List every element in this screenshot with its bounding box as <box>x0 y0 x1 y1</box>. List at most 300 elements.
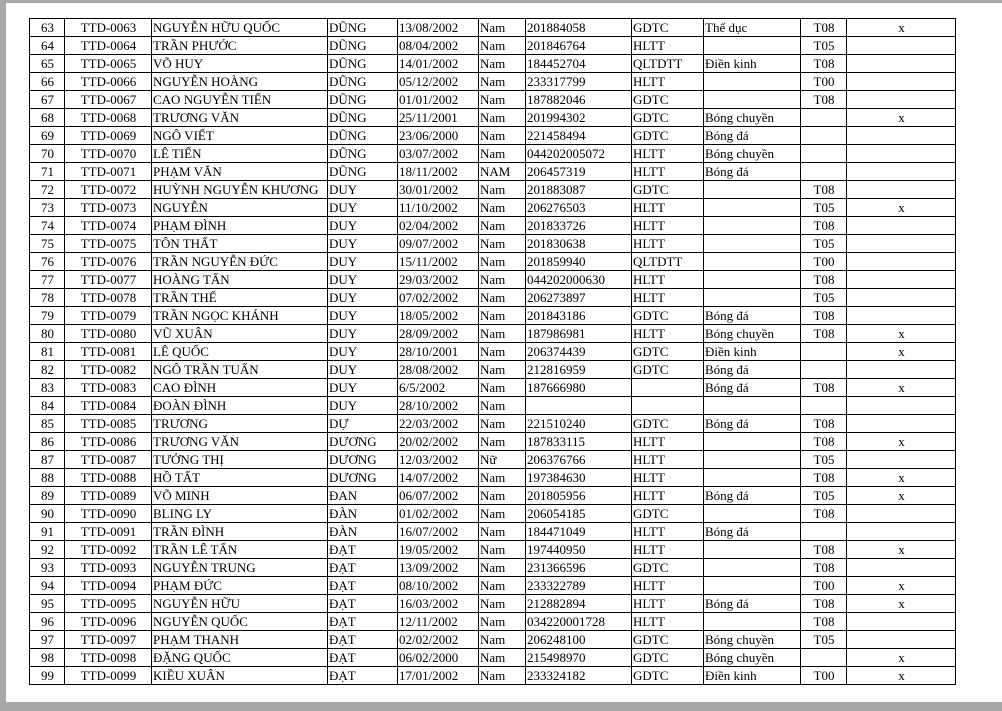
family-name-cell: NGUYỄN HỮU QUỐC <box>152 19 328 37</box>
group-code-cell: T05 <box>801 487 847 505</box>
sport-cell: Bóng đá <box>704 415 801 433</box>
row-number-cell: 69 <box>30 127 65 145</box>
family-name-cell: TRƯƠNG <box>152 415 328 433</box>
mark-cell <box>847 289 956 307</box>
given-name-cell: DƯƠNG <box>328 433 398 451</box>
birth-date-cell: 15/11/2002 <box>398 253 479 271</box>
major-cell: GDTC <box>632 505 704 523</box>
family-name-cell: NGUYỄN TRUNG <box>152 559 328 577</box>
id-number-cell: 187833115 <box>526 433 632 451</box>
mark-cell: x <box>847 109 956 127</box>
birth-date-cell: 16/07/2002 <box>398 523 479 541</box>
group-code-cell <box>801 127 847 145</box>
gender-cell: Nam <box>479 631 526 649</box>
birth-date-cell: 08/04/2002 <box>398 37 479 55</box>
table-row <box>30 145 956 163</box>
mark-cell <box>847 217 956 235</box>
student-code-cell: TTD-0099 <box>65 667 152 685</box>
row-number-cell: 66 <box>30 73 65 91</box>
id-number-cell: 201830638 <box>526 235 632 253</box>
sport-cell <box>704 505 801 523</box>
major-cell: GDTC <box>632 631 704 649</box>
id-number-cell: 206376766 <box>526 451 632 469</box>
major-cell: GDTC <box>632 127 704 145</box>
major-cell: HLTT <box>632 577 704 595</box>
family-name-cell: NGUYỄN <box>152 199 328 217</box>
student-code-cell: TTD-0097 <box>65 631 152 649</box>
family-name-cell: CAO NGUYỄN TIẾN <box>152 91 328 109</box>
student-code-cell: TTD-0095 <box>65 595 152 613</box>
sport-cell: Điền kinh <box>704 343 801 361</box>
given-name-cell: DƯƠNG <box>328 451 398 469</box>
mark-cell <box>847 451 956 469</box>
birth-date-cell: 6/5/2002 <box>398 379 479 397</box>
family-name-cell: NGÔ TRẦN TUẤN <box>152 361 328 379</box>
birth-date-cell: 30/01/2002 <box>398 181 479 199</box>
sport-cell <box>704 451 801 469</box>
birth-date-cell: 14/01/2002 <box>398 55 479 73</box>
id-number-cell: 233317799 <box>526 73 632 91</box>
table-row <box>30 253 956 271</box>
given-name-cell: ĐẠT <box>328 559 398 577</box>
group-code-cell: T08 <box>801 217 847 235</box>
major-cell: GDTC <box>632 415 704 433</box>
mark-cell: x <box>847 541 956 559</box>
id-number-cell: 201833726 <box>526 217 632 235</box>
sport-cell: Bóng chuyền <box>704 109 801 127</box>
birth-date-cell: 18/05/2002 <box>398 307 479 325</box>
group-code-cell: T08 <box>801 559 847 577</box>
major-cell: HLTT <box>632 289 704 307</box>
mark-cell <box>847 37 956 55</box>
mark-cell: x <box>847 19 956 37</box>
major-cell: HLTT <box>632 217 704 235</box>
major-cell: HLTT <box>632 541 704 559</box>
sport-cell <box>704 433 801 451</box>
student-code-cell: TTD-0069 <box>65 127 152 145</box>
given-name-cell: DUY <box>328 253 398 271</box>
row-number-cell: 65 <box>30 55 65 73</box>
sport-cell: Bóng đá <box>704 595 801 613</box>
major-cell: GDTC <box>632 559 704 577</box>
student-code-cell: TTD-0094 <box>65 577 152 595</box>
table-row <box>30 235 956 253</box>
student-code-cell: TTD-0082 <box>65 361 152 379</box>
table-row <box>30 523 956 541</box>
group-code-cell <box>801 109 847 127</box>
gender-cell: Nam <box>479 433 526 451</box>
id-number-cell: 206457319 <box>526 163 632 181</box>
birth-date-cell: 05/12/2002 <box>398 73 479 91</box>
birth-date-cell: 28/10/2002 <box>398 397 479 415</box>
family-name-cell: TRẦN LÊ TẤN <box>152 541 328 559</box>
major-cell: HLTT <box>632 199 704 217</box>
table-row <box>30 595 956 613</box>
mark-cell <box>847 397 956 415</box>
row-number-cell: 64 <box>30 37 65 55</box>
major-cell: HLTT <box>632 433 704 451</box>
family-name-cell: TRẦN NGUYỄN ĐỨC <box>152 253 328 271</box>
table-row <box>30 487 956 505</box>
student-code-cell: TTD-0093 <box>65 559 152 577</box>
mark-cell: x <box>847 379 956 397</box>
group-code-cell: T05 <box>801 235 847 253</box>
sport-cell: Bóng đá <box>704 163 801 181</box>
table-row <box>30 199 956 217</box>
gender-cell: Nam <box>479 235 526 253</box>
family-name-cell: NGUYỄN HOÀNG <box>152 73 328 91</box>
group-code-cell: T05 <box>801 631 847 649</box>
group-code-cell <box>801 145 847 163</box>
table-row <box>30 109 956 127</box>
id-number-cell: 044202005072 <box>526 145 632 163</box>
mark-cell: x <box>847 199 956 217</box>
group-code-cell <box>801 343 847 361</box>
group-code-cell: T08 <box>801 91 847 109</box>
row-number-cell: 92 <box>30 541 65 559</box>
row-number-cell: 94 <box>30 577 65 595</box>
given-name-cell: DUY <box>328 289 398 307</box>
given-name-cell: DŨNG <box>328 109 398 127</box>
group-code-cell: T08 <box>801 415 847 433</box>
table-row <box>30 19 956 37</box>
row-number-cell: 81 <box>30 343 65 361</box>
given-name-cell: DUY <box>328 235 398 253</box>
table-row <box>30 55 956 73</box>
major-cell: HLTT <box>632 595 704 613</box>
family-name-cell: PHẠM ĐÌNH <box>152 217 328 235</box>
gender-cell: Nam <box>479 397 526 415</box>
document-page <box>6 3 1002 702</box>
major-cell: HLTT <box>632 235 704 253</box>
gender-cell: Nam <box>479 469 526 487</box>
group-code-cell: T08 <box>801 181 847 199</box>
given-name-cell: ĐÀN <box>328 505 398 523</box>
row-number-cell: 78 <box>30 289 65 307</box>
id-number-cell: 197440950 <box>526 541 632 559</box>
row-number-cell: 86 <box>30 433 65 451</box>
id-number-cell: 212816959 <box>526 361 632 379</box>
group-code-cell: T05 <box>801 289 847 307</box>
student-code-cell: TTD-0079 <box>65 307 152 325</box>
birth-date-cell: 18/11/2002 <box>398 163 479 181</box>
table-row <box>30 613 956 631</box>
gender-cell: Nam <box>479 379 526 397</box>
sport-cell <box>704 217 801 235</box>
family-name-cell: ĐẶNG QUỐC <box>152 649 328 667</box>
mark-cell: x <box>847 595 956 613</box>
id-number-cell: 233324182 <box>526 667 632 685</box>
id-number-cell: 201805956 <box>526 487 632 505</box>
gender-cell: NAM <box>479 163 526 181</box>
birth-date-cell: 03/07/2002 <box>398 145 479 163</box>
student-code-cell: TTD-0092 <box>65 541 152 559</box>
group-code-cell: T08 <box>801 19 847 37</box>
sport-cell <box>704 289 801 307</box>
table-row <box>30 163 956 181</box>
mark-cell: x <box>847 487 956 505</box>
family-name-cell: BLING LY <box>152 505 328 523</box>
row-number-cell: 77 <box>30 271 65 289</box>
family-name-cell: PHẠM ĐỨC <box>152 577 328 595</box>
family-name-cell: ĐOÀN ĐÌNH <box>152 397 328 415</box>
sport-cell: Bóng đá <box>704 307 801 325</box>
id-number-cell <box>526 397 632 415</box>
student-code-cell: TTD-0077 <box>65 271 152 289</box>
given-name-cell: ĐAN <box>328 487 398 505</box>
table-row <box>30 559 956 577</box>
mark-cell: x <box>847 667 956 685</box>
row-number-cell: 91 <box>30 523 65 541</box>
student-code-cell: TTD-0087 <box>65 451 152 469</box>
mark-cell <box>847 361 956 379</box>
id-number-cell: 044202000630 <box>526 271 632 289</box>
group-code-cell <box>801 649 847 667</box>
sport-cell <box>704 397 801 415</box>
given-name-cell: DỰ <box>328 415 398 433</box>
given-name-cell: DUY <box>328 307 398 325</box>
major-cell: HLTT <box>632 325 704 343</box>
gender-cell: Nam <box>479 595 526 613</box>
family-name-cell: TRẦN NGỌC KHÁNH <box>152 307 328 325</box>
major-cell: GDTC <box>632 343 704 361</box>
table-row <box>30 37 956 55</box>
student-code-cell: TTD-0076 <box>65 253 152 271</box>
sport-cell <box>704 37 801 55</box>
gender-cell: Nam <box>479 559 526 577</box>
id-number-cell: 206276503 <box>526 199 632 217</box>
row-number-cell: 98 <box>30 649 65 667</box>
family-name-cell: TRƯƠNG VĂN <box>152 433 328 451</box>
table-row <box>30 271 956 289</box>
given-name-cell: DUY <box>328 361 398 379</box>
given-name-cell: ĐẠT <box>328 613 398 631</box>
mark-cell <box>847 631 956 649</box>
mark-cell <box>847 145 956 163</box>
family-name-cell: TRẦN ĐÌNH <box>152 523 328 541</box>
birth-date-cell: 09/07/2002 <box>398 235 479 253</box>
major-cell: HLTT <box>632 271 704 289</box>
id-number-cell: 034220001728 <box>526 613 632 631</box>
student-code-cell: TTD-0068 <box>65 109 152 127</box>
birth-date-cell: 16/03/2002 <box>398 595 479 613</box>
gender-cell: Nam <box>479 145 526 163</box>
mark-cell: x <box>847 325 956 343</box>
family-name-cell: VÕ HUY <box>152 55 328 73</box>
birth-date-cell: 28/09/2002 <box>398 325 479 343</box>
gender-cell: Nam <box>479 577 526 595</box>
gender-cell: Nam <box>479 271 526 289</box>
row-number-cell: 74 <box>30 217 65 235</box>
group-code-cell: T08 <box>801 505 847 523</box>
row-number-cell: 70 <box>30 145 65 163</box>
major-cell: GDTC <box>632 307 704 325</box>
group-code-cell: T08 <box>801 325 847 343</box>
birth-date-cell: 02/02/2002 <box>398 631 479 649</box>
family-name-cell: HOÀNG TẤN <box>152 271 328 289</box>
table-row <box>30 397 956 415</box>
given-name-cell: DUY <box>328 181 398 199</box>
given-name-cell: ĐẠT <box>328 667 398 685</box>
given-name-cell: DUY <box>328 325 398 343</box>
student-code-cell: TTD-0086 <box>65 433 152 451</box>
gender-cell: Nam <box>479 343 526 361</box>
student-code-cell: TTD-0098 <box>65 649 152 667</box>
id-number-cell: 212882894 <box>526 595 632 613</box>
birth-date-cell: 12/03/2002 <box>398 451 479 469</box>
row-number-cell: 88 <box>30 469 65 487</box>
group-code-cell: T08 <box>801 55 847 73</box>
table-row <box>30 325 956 343</box>
gender-cell: Nam <box>479 613 526 631</box>
mark-cell <box>847 505 956 523</box>
given-name-cell: ĐẠT <box>328 631 398 649</box>
sport-cell: Bóng chuyền <box>704 325 801 343</box>
major-cell: GDTC <box>632 667 704 685</box>
major-cell: HLTT <box>632 487 704 505</box>
gender-cell: Nam <box>479 109 526 127</box>
mark-cell <box>847 613 956 631</box>
row-number-cell: 93 <box>30 559 65 577</box>
table-row <box>30 469 956 487</box>
mark-cell: x <box>847 649 956 667</box>
birth-date-cell: 12/11/2002 <box>398 613 479 631</box>
id-number-cell: 206273897 <box>526 289 632 307</box>
id-number-cell: 221510240 <box>526 415 632 433</box>
table-row <box>30 649 956 667</box>
gender-cell: Nam <box>479 361 526 379</box>
sport-cell: Bóng đá <box>704 523 801 541</box>
family-name-cell: KIỀU XUÂN <box>152 667 328 685</box>
major-cell: GDTC <box>632 181 704 199</box>
sport-cell <box>704 271 801 289</box>
family-name-cell: TRẦN THẾ <box>152 289 328 307</box>
sport-cell: Thể dục <box>704 19 801 37</box>
gender-cell: Nam <box>479 523 526 541</box>
group-code-cell: T00 <box>801 577 847 595</box>
group-code-cell: T05 <box>801 451 847 469</box>
id-number-cell: 206054185 <box>526 505 632 523</box>
table-row <box>30 361 956 379</box>
table-row <box>30 91 956 109</box>
id-number-cell: 201843186 <box>526 307 632 325</box>
mark-cell <box>847 253 956 271</box>
roster-body <box>30 19 956 685</box>
id-number-cell: 187666980 <box>526 379 632 397</box>
sport-cell <box>704 181 801 199</box>
student-code-cell: TTD-0090 <box>65 505 152 523</box>
given-name-cell: ĐẠT <box>328 577 398 595</box>
row-number-cell: 76 <box>30 253 65 271</box>
major-cell: HLTT <box>632 73 704 91</box>
table-row <box>30 379 956 397</box>
major-cell <box>632 379 704 397</box>
row-number-cell: 90 <box>30 505 65 523</box>
student-code-cell: TTD-0074 <box>65 217 152 235</box>
gender-cell: Nam <box>479 55 526 73</box>
student-code-cell: TTD-0066 <box>65 73 152 91</box>
gender-cell: Nam <box>479 289 526 307</box>
student-roster-table <box>29 18 956 685</box>
gender-cell: Nam <box>479 127 526 145</box>
id-number-cell: 184452704 <box>526 55 632 73</box>
family-name-cell: PHẠM VĂN <box>152 163 328 181</box>
major-cell: HLTT <box>632 145 704 163</box>
birth-date-cell: 17/01/2002 <box>398 667 479 685</box>
student-code-cell: TTD-0067 <box>65 91 152 109</box>
given-name-cell: DŨNG <box>328 55 398 73</box>
row-number-cell: 63 <box>30 19 65 37</box>
given-name-cell: DŨNG <box>328 37 398 55</box>
birth-date-cell: 28/08/2002 <box>398 361 479 379</box>
given-name-cell: DUY <box>328 379 398 397</box>
group-code-cell: T00 <box>801 253 847 271</box>
mark-cell <box>847 163 956 181</box>
row-number-cell: 67 <box>30 91 65 109</box>
birth-date-cell: 13/08/2002 <box>398 19 479 37</box>
group-code-cell: T08 <box>801 613 847 631</box>
given-name-cell: ĐẠT <box>328 595 398 613</box>
id-number-cell: 197384630 <box>526 469 632 487</box>
birth-date-cell: 22/03/2002 <box>398 415 479 433</box>
major-cell: GDTC <box>632 91 704 109</box>
id-number-cell: 201884058 <box>526 19 632 37</box>
mark-cell: x <box>847 469 956 487</box>
table-row <box>30 433 956 451</box>
sport-cell <box>704 253 801 271</box>
family-name-cell: TRẦN PHƯỚC <box>152 37 328 55</box>
mark-cell <box>847 271 956 289</box>
major-cell: GDTC <box>632 649 704 667</box>
row-number-cell: 87 <box>30 451 65 469</box>
row-number-cell: 73 <box>30 199 65 217</box>
id-number-cell: 233322789 <box>526 577 632 595</box>
student-code-cell: TTD-0078 <box>65 289 152 307</box>
table-row <box>30 415 956 433</box>
mark-cell: x <box>847 433 956 451</box>
family-name-cell: TRƯƠNG VĂN <box>152 109 328 127</box>
given-name-cell: DUY <box>328 397 398 415</box>
id-number-cell: 201859940 <box>526 253 632 271</box>
gender-cell: Nam <box>479 541 526 559</box>
birth-date-cell: 20/02/2002 <box>398 433 479 451</box>
sport-cell: Bóng đá <box>704 127 801 145</box>
sport-cell: Bóng đá <box>704 379 801 397</box>
sport-cell <box>704 199 801 217</box>
mark-cell <box>847 181 956 199</box>
gender-cell: Nam <box>479 307 526 325</box>
id-number-cell: 187986981 <box>526 325 632 343</box>
mark-cell: x <box>847 343 956 361</box>
student-code-cell: TTD-0064 <box>65 37 152 55</box>
row-number-cell: 75 <box>30 235 65 253</box>
group-code-cell <box>801 163 847 181</box>
family-name-cell: HỒ TẤT <box>152 469 328 487</box>
given-name-cell: DŨNG <box>328 163 398 181</box>
student-code-cell: TTD-0073 <box>65 199 152 217</box>
student-code-cell: TTD-0080 <box>65 325 152 343</box>
row-number-cell: 96 <box>30 613 65 631</box>
gender-cell: Nam <box>479 199 526 217</box>
sport-cell: Bóng chuyền <box>704 631 801 649</box>
sport-cell <box>704 91 801 109</box>
gender-cell: Nữ <box>479 451 526 469</box>
student-code-cell: TTD-0081 <box>65 343 152 361</box>
row-number-cell: 95 <box>30 595 65 613</box>
sport-cell <box>704 469 801 487</box>
student-code-cell: TTD-0096 <box>65 613 152 631</box>
gender-cell: Nam <box>479 181 526 199</box>
